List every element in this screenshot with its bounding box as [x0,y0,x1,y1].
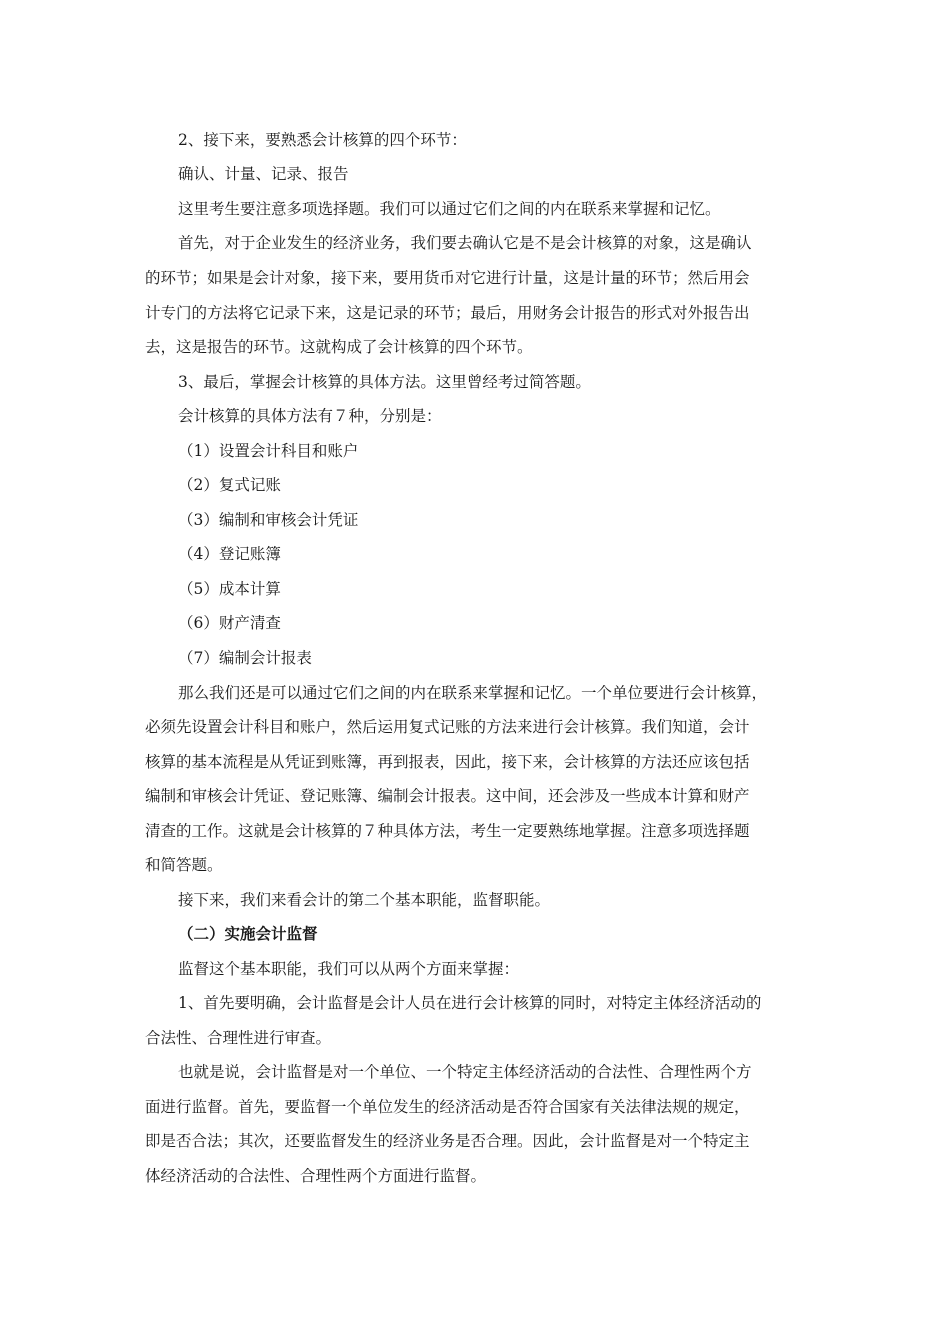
paragraph-line: 即是否合法；其次，还要监督发生的经济业务是否合理。因此，会计监督是对一个特定主 [145,1132,750,1150]
paragraph-line: 3、最后，掌握会计核算的具体方法。这里曾经考过简答题。 [178,373,591,391]
paragraph-line: 那么我们还是可以通过它们之间的内在联系来掌握和记忆。一个单位要进行会计核算， [178,684,768,702]
list-item: （6）财产清查 [178,614,281,632]
paragraph-line: 确认、计量、记录、报告 [178,165,349,183]
paragraph-line: 会计核算的具体方法有７种，分别是： [178,407,442,425]
paragraph-line: 监督这个基本职能，我们可以从两个方面来掌握： [178,960,520,978]
section-heading: （二）实施会计监督 [178,925,318,943]
paragraph-line: 1、首先要明确，会计监督是会计人员在进行会计核算的同时，对特定主体经济活动的 [178,994,762,1012]
paragraph-line: 核算的基本流程是从凭证到账簿，再到报表，因此，接下来，会计核算的方法还应该包括 [145,753,750,771]
paragraph-line: 这里考生要注意多项选择题。我们可以通过它们之间的内在联系来掌握和记忆。 [178,200,721,218]
paragraph-line: 接下来，我们来看会计的第二个基本职能，监督职能。 [178,891,551,909]
list-item: （3）编制和审核会计凭证 [178,511,359,529]
paragraph-line: 去，这是报告的环节。这就构成了会计核算的四个环节。 [145,338,533,356]
paragraph-line: 计专门的方法将它记录下来，这是记录的环节；最后，用财务会计报告的形式对外报告出 [145,304,750,322]
paragraph-line: 面进行监督。首先，要监督一个单位发生的经济活动是否符合国家有关法律法规的规定， [145,1098,750,1116]
paragraph-line: 的环节；如果是会计对象，接下来，要用货币对它进行计量，这是计量的环节；然后用会 [145,269,750,287]
list-item: （4）登记账簿 [178,545,281,563]
paragraph-line: 体经济活动的合法性、合理性两个方面进行监督。 [145,1167,487,1185]
list-item: （5）成本计算 [178,580,281,598]
paragraph-line: 合法性、合理性进行审查。 [145,1029,332,1047]
paragraph-line: 和简答题。 [145,856,223,874]
list-item: （1）设置会计科目和账户 [178,442,359,460]
paragraph-line: 也就是说，会计监督是对一个单位、一个特定主体经济活动的合法性、合理性两个方 [178,1063,752,1081]
paragraph-line: 首先，对于企业发生的经济业务，我们要去确认它是不是会计核算的对象，这是确认 [178,234,752,252]
list-item: （7）编制会计报表 [178,649,312,667]
list-item: （2）复式记账 [178,476,281,494]
paragraph-line: 2、接下来，要熟悉会计核算的四个环节： [178,131,467,149]
paragraph-line: 清查的工作。这就是会计核算的７种具体方法，考生一定要熟练地掌握。注意多项选择题 [145,822,750,840]
paragraph-line: 编制和审核会计凭证、登记账簿、编制会计报表。这中间，还会涉及一些成本计算和财产 [145,787,750,805]
paragraph-line: 必须先设置会计科目和账户，然后运用复式记账的方法来进行会计核算。我们知道，会计 [145,718,750,736]
